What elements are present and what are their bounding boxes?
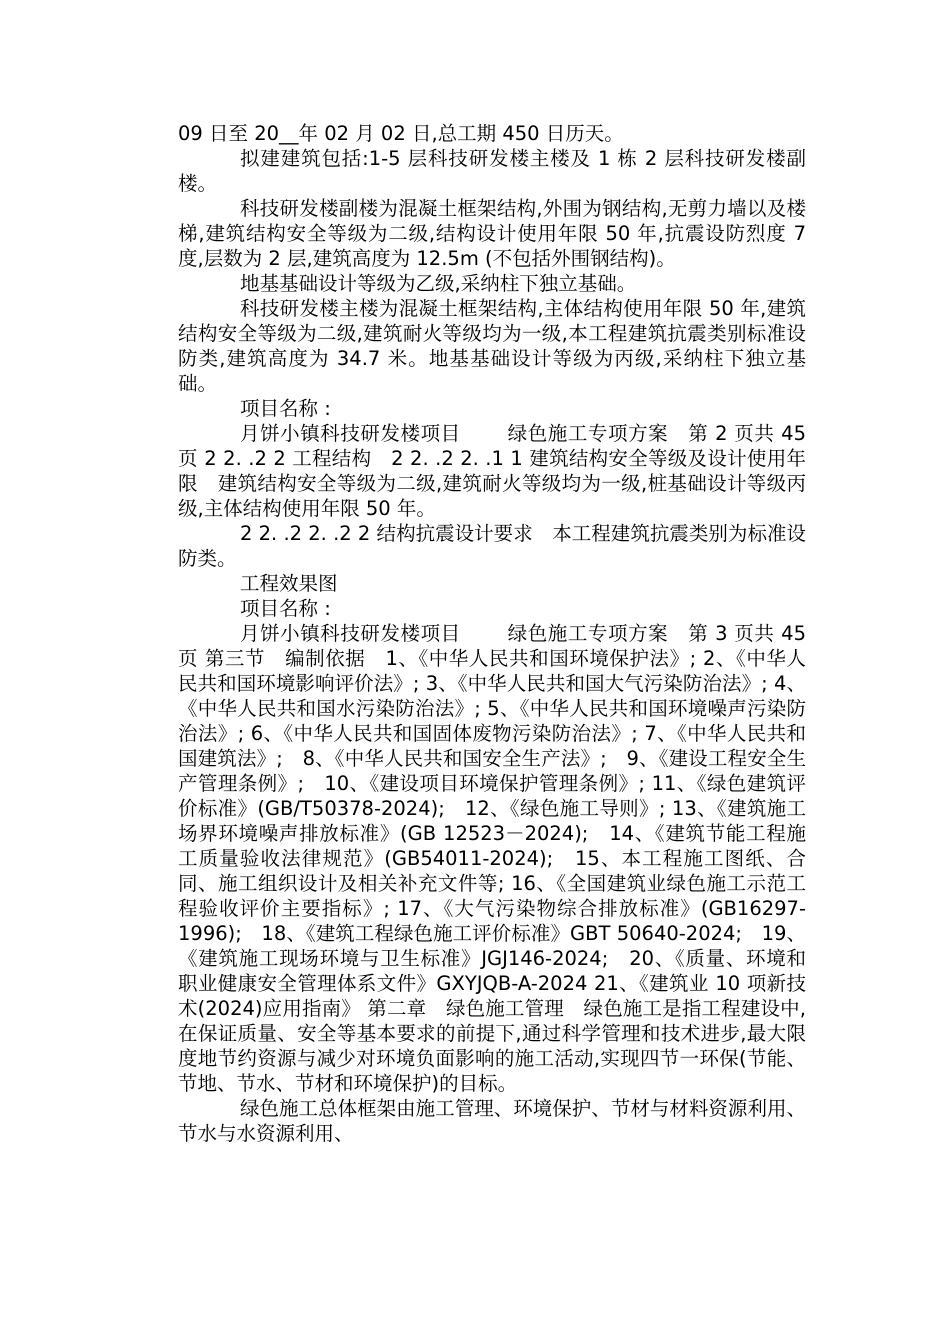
- paragraph-page-2-structure: 月饼小镇科技研发楼项目 绿色施工专项方案 第 2 页共 45 页 2 2. .2 2 工程结构 2 2. .2 2. .1 1 建筑结构安全等级及设计使用年限 建筑结构安全等级为二级,建筑耐火等级均为一级,桩基础设计等级丙级,主体结构使用年限 50 年。: [178, 422, 806, 520]
- paragraph-project-name-label-2: 项目名称 :: [240, 597, 331, 620]
- paragraph-annex-structure: 科技研发楼副楼为混凝土框架结构,外围为钢结构,无剪力墙以及楼梯,建筑结构安全等级为二级,结构设计使用年限 50 年,抗震设防烈度 7 度,层数为 2 层,建筑高度为 12.5m (不包括外围钢结构)。: [178, 197, 806, 270]
- paragraph-foundation-grade: 地基基础设计等级为乙级,采纳柱下独立基础。: [240, 272, 637, 295]
- paragraph-project-name-label-1: 项目名称 :: [240, 397, 331, 420]
- paragraph-rendering-heading: 工程效果图: [240, 572, 338, 595]
- paragraph-green-framework: 绿色施工总体框架由施工管理、环境保护、节材与材料资源利用、节水与水资源利用、: [178, 1097, 806, 1145]
- paragraph-buildings: 拟建建筑包括:1-5 层科技研发楼主楼及 1 栋 2 层科技研发楼副楼。: [178, 147, 806, 195]
- paragraph-seismic-design: 2 2. .2 2. .2 2 结构抗震设计要求 本工程建筑抗震类别为标准设防类。: [178, 522, 806, 570]
- paragraph-compilation-basis: 月饼小镇科技研发楼项目 绿色施工专项方案 第 3 页共 45 页 第三节 编制依据 1、《中华人民共和国环境保护法》; 2、《中华人民共和国环境影响评价法》; 3、《中华人民共和国大气污染防治法》; 4、《中华人民共和国水污染防治法》; 5、《中华人民共和国环境噪声污染防治法》; 6、《中华人民共和国固体废物污染防治法》; 7、《中华人民共和国建筑法》; 8、《中华人民共和国安全生产法》; 9、《建设工程安全生产管理条例》; 10、《建设项目环境保护管理条例》; 11、《绿色建筑评价标准》(GB/T50378-2024); 12、《绿色施工导则》; 13、《建筑施工场界环境噪声排放标准》(GB 12523－2024); 14、《建筑节能工程施工质量验收法律规范》(GB54011-2024); 15、本工程施工图纸、合同、施工组织设计及相关补充文件等; 16、《全国建筑业绿色施工示范工程验收评价主要指标》; 17、《大气污染物综合排放标准》(GB16297-1996); 18、《建筑工程绿色施工评价标准》GBT 50640-2024; 19、《建筑施工现场环境与卫生标准》JGJ146-2024; 20、《质量、环境和职业健康安全管理体系文件》GXYJQB-A-2024 21、《建筑业 10 项新技术(2024)应用指南》 第二章 绿色施工管理 绿色施工是指工程建设中,在保证质量、安全等基本要求的前提下,通过科学管理和技术进步,最大限度地节约资源与减少对环境负面影响的施工活动,实现四节一环保(节能、节地、节水、节材和环境保护)的目标。: [178, 622, 806, 1095]
- document-body: [178, 121, 806, 1146]
- paragraph-main-building: 科技研发楼主楼为混凝土框架结构,主体结构使用年限 50 年,建筑结构安全等级为二级,建筑耐火等级均为一级,本工程建筑抗震类别标准设防类,建筑高度为 34.7 米。地基基础设计等级为丙级,采纳柱下独立基础。: [178, 297, 806, 395]
- paragraph-duration: 09 日至 20__年 02 月 02 日,总工期 450 日历天。: [178, 122, 624, 145]
